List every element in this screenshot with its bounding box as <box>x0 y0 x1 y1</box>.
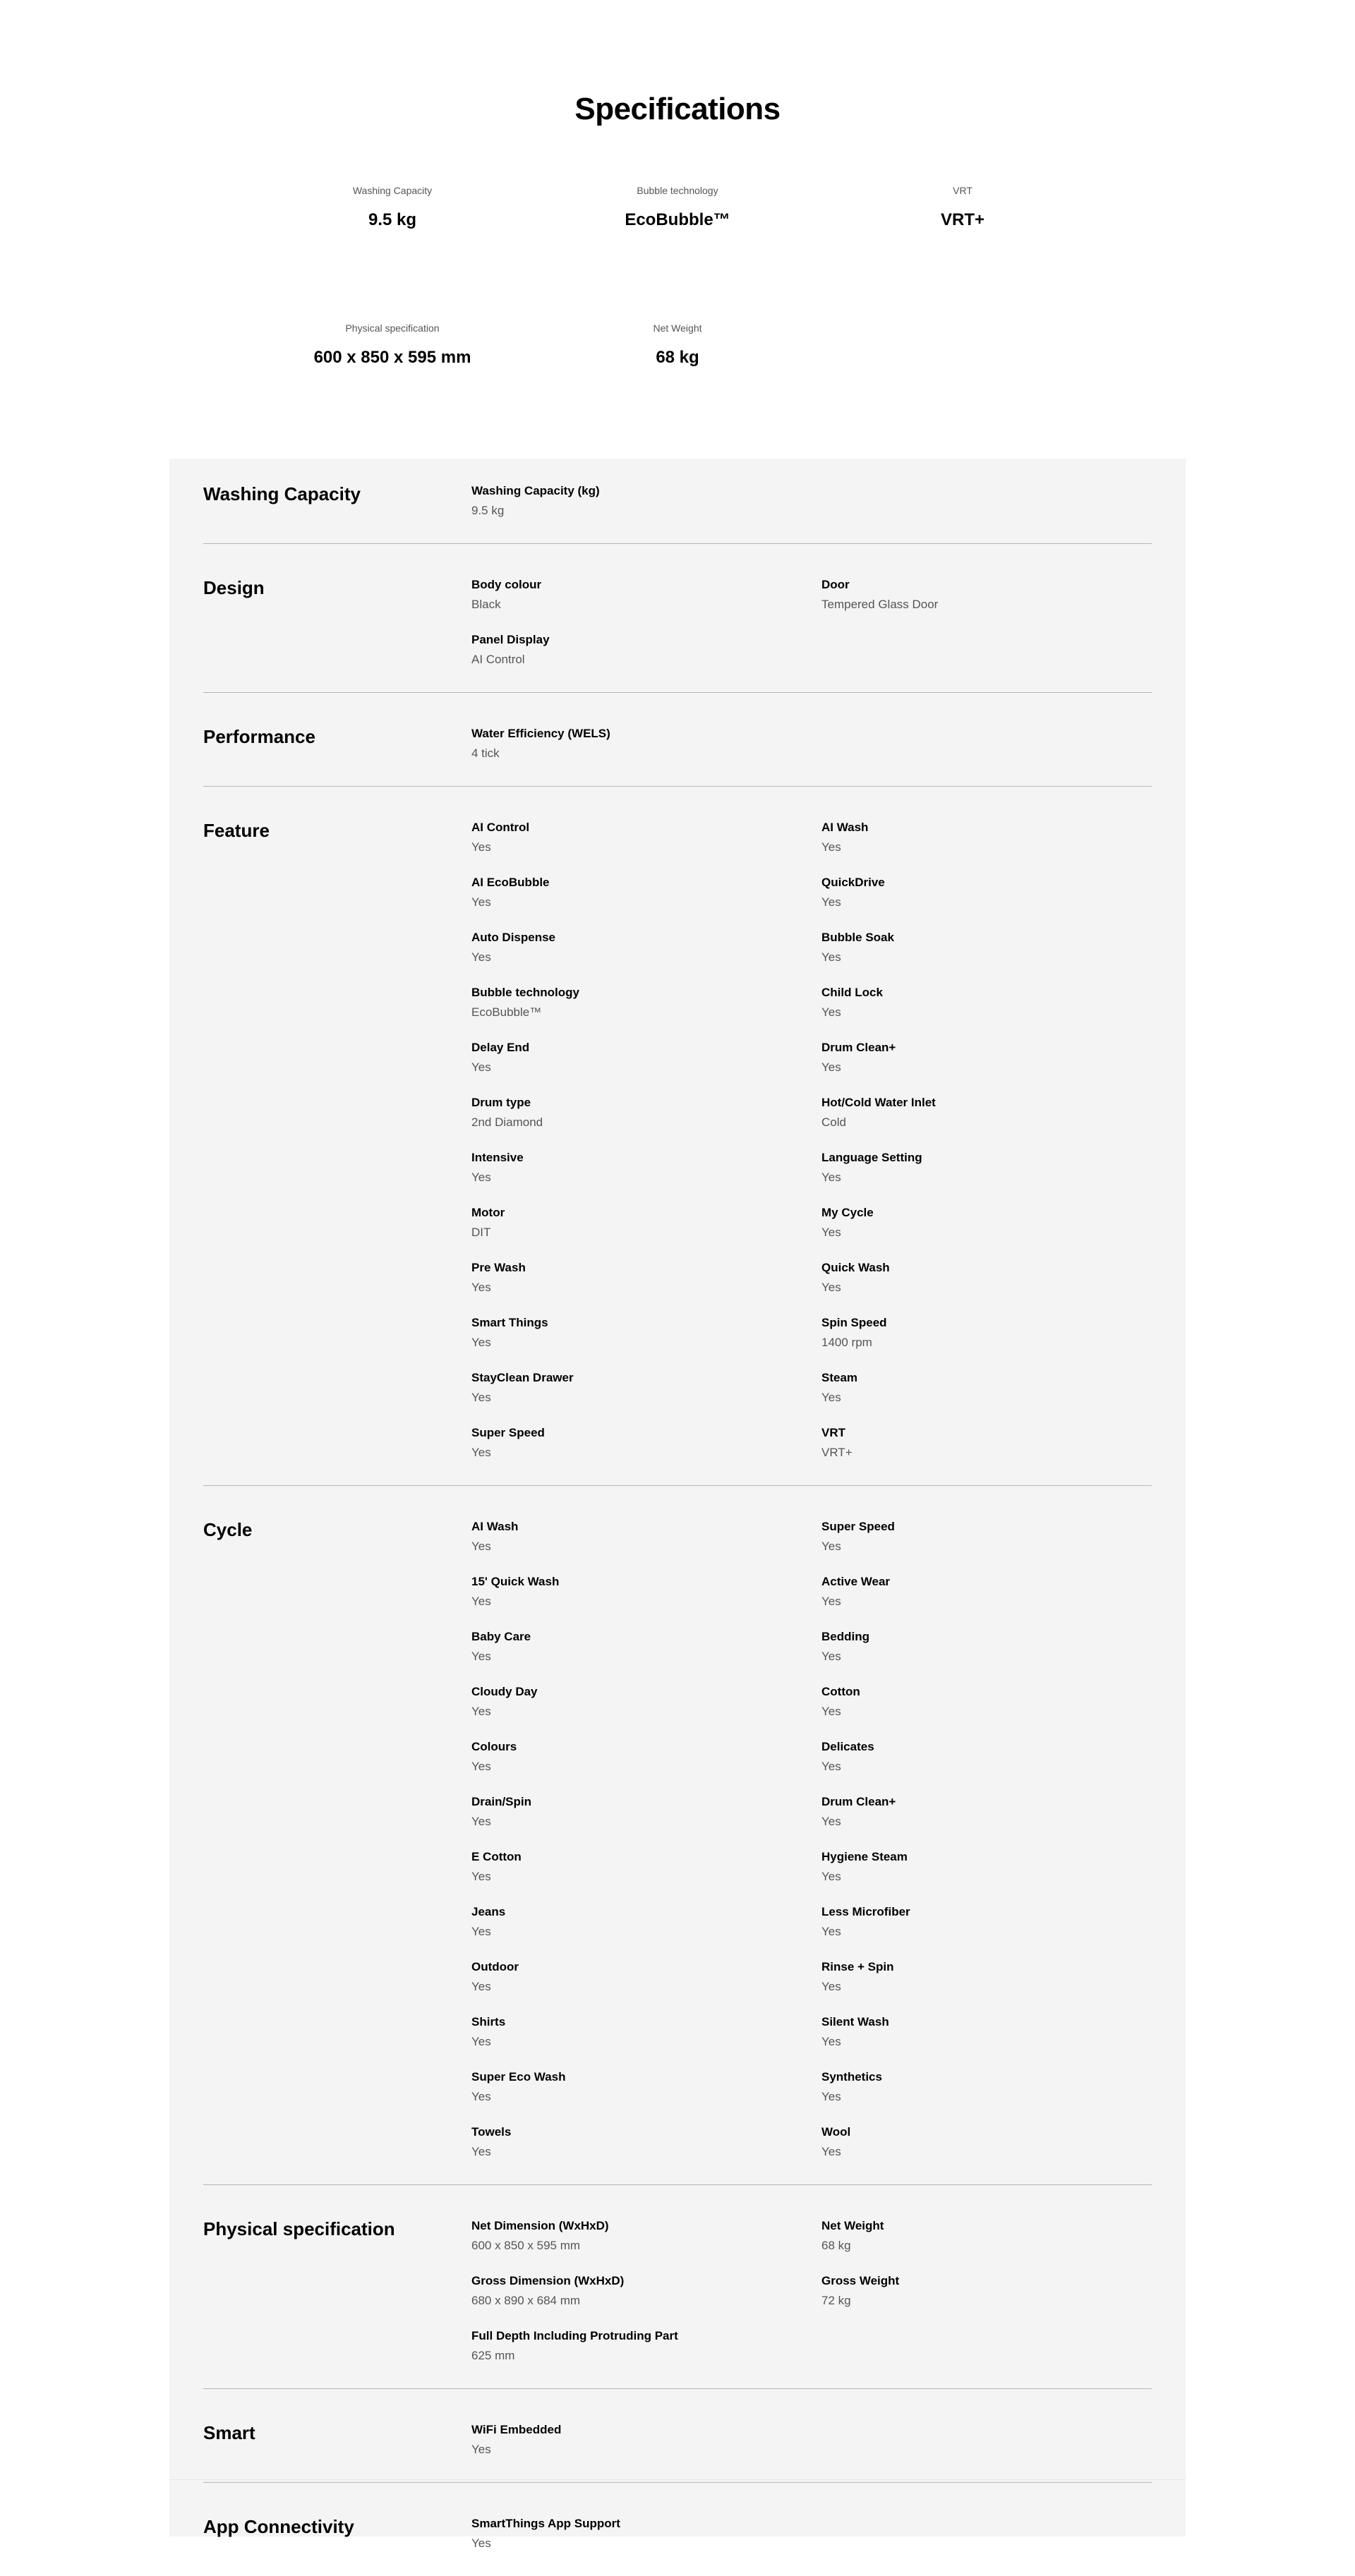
spec-item <box>821 984 1172 1021</box>
spec-group-title: Feature <box>203 820 270 841</box>
spec-item-label: StayClean Drawer <box>471 1371 574 1384</box>
spec-item-label: Bedding <box>821 1630 869 1643</box>
spec-item <box>471 576 821 613</box>
spec-item <box>471 1794 821 1830</box>
spec-item-label: Spin Speed <box>821 1316 887 1329</box>
spec-item <box>471 1739 821 1775</box>
spec-group-washing-capacity <box>203 483 1152 544</box>
spec-item-label: Pre Wash <box>471 1261 526 1274</box>
spec-item <box>821 874 1172 911</box>
highlight-bubble-technology <box>536 185 819 230</box>
spec-item-label: Silent Wash <box>821 2015 889 2028</box>
spec-item-label: Panel Display <box>471 633 550 646</box>
spec-item-label: Less Microfiber <box>821 1905 910 1918</box>
spec-item-value: Yes <box>821 1226 841 1239</box>
spec-item-value: Yes <box>471 1171 491 1184</box>
spec-item-label: Body colour <box>471 578 542 591</box>
spec-item-label: Gross Weight <box>821 2274 900 2287</box>
spec-item-value: Yes <box>471 2536 491 2550</box>
spec-item-label: Child Lock <box>821 986 883 999</box>
spec-item-value: Yes <box>471 2035 491 2048</box>
highlight-vrt <box>821 185 1104 230</box>
spec-item <box>471 2515 821 2552</box>
highlight-net-weight <box>536 322 819 368</box>
spec-item-value: Black <box>471 598 501 611</box>
spec-item <box>821 1259 1172 1296</box>
spec-item-label: Full Depth Including Protruding Part <box>471 2329 678 2342</box>
spec-item-label: QuickDrive <box>821 876 885 889</box>
spec-item <box>471 483 821 519</box>
spec-item-label: Auto Dispense <box>471 931 556 944</box>
highlight-value: EcoBubble™ <box>625 210 730 229</box>
spec-item <box>821 1094 1172 1131</box>
spec-item-value: Yes <box>471 1870 491 1883</box>
spec-item-value: Yes <box>821 1760 841 1773</box>
spec-item-value: 72 kg <box>821 2294 851 2307</box>
highlight-value: 68 kg <box>656 348 699 367</box>
spec-item-label: Drum Clean+ <box>821 1795 896 1808</box>
highlight-value: VRT+ <box>940 210 984 229</box>
spec-item-value: Yes <box>821 950 841 964</box>
spec-item-label: Hot/Cold Water Inlet <box>821 1096 936 1109</box>
spec-item-value: Yes <box>821 1925 841 1938</box>
spec-item <box>821 819 1172 856</box>
spec-item-value: AI Control <box>471 653 525 666</box>
highlight-label: Washing Capacity <box>352 185 433 196</box>
spec-item <box>471 874 821 911</box>
spec-item-label: VRT <box>821 1426 845 1439</box>
spec-group-title: Performance <box>203 726 315 747</box>
spec-item-value: 9.5 kg <box>471 504 505 517</box>
spec-item <box>471 1573 821 1610</box>
spec-item-value: Yes <box>471 2145 491 2158</box>
highlight-label: VRT <box>953 185 972 196</box>
spec-group-title: Physical specification <box>203 2218 395 2239</box>
spec-item-value: Yes <box>821 1705 841 1718</box>
spec-item <box>821 1039 1172 1076</box>
spec-item-label: AI Control <box>471 821 530 834</box>
spec-items <box>471 1518 1172 2160</box>
spec-item-value: 600 x 850 x 595 mm <box>471 2239 581 2252</box>
spec-group-title: Cycle <box>203 1519 253 1540</box>
spec-item <box>471 1039 821 1076</box>
spec-item-label: WiFi Embedded <box>471 2423 562 2436</box>
spec-item-value: Yes <box>821 1650 841 1663</box>
spec-item <box>471 1094 821 1131</box>
spec-item <box>471 2124 821 2160</box>
spec-item-value: EcoBubble™ <box>471 1005 542 1019</box>
spec-item <box>821 1849 1172 1885</box>
spec-item-value: 1400 rpm <box>821 1336 872 1349</box>
spec-item <box>471 1369 821 1406</box>
spec-item <box>821 1149 1172 1186</box>
spec-item <box>821 929 1172 966</box>
spec-item-label: Steam <box>821 1371 858 1384</box>
spec-item-value: Yes <box>471 1980 491 1993</box>
spec-item-value: Yes <box>471 2443 491 2456</box>
spec-item-label: Baby Care <box>471 1630 531 1643</box>
spec-item-value: Yes <box>471 1060 491 1074</box>
spec-item <box>821 2014 1172 2050</box>
spec-item-label: Intensive <box>471 1151 524 1164</box>
spec-items <box>471 2218 1172 2364</box>
spec-item-label: Drain/Spin <box>471 1795 532 1808</box>
spec-item-value: Yes <box>821 1391 841 1404</box>
spec-item-value: 2nd Diamond <box>471 1115 543 1129</box>
spec-item-value: Yes <box>821 1281 841 1294</box>
spec-item-value: Yes <box>471 1281 491 1294</box>
spec-item <box>821 1314 1172 1351</box>
spec-group-physical-specification <box>203 2218 1152 2389</box>
spec-item <box>471 725 821 762</box>
spec-item-value: Yes <box>471 1446 491 1459</box>
spec-item-label: AI Wash <box>471 1520 519 1533</box>
spec-item <box>821 1204 1172 1241</box>
spec-item-label: My Cycle <box>821 1206 874 1219</box>
spec-item <box>471 1959 821 1995</box>
spec-group-title: Washing Capacity <box>203 483 361 504</box>
spec-item <box>821 1794 1172 1830</box>
spec-item-value: Yes <box>821 2145 841 2158</box>
spec-item <box>821 576 1172 613</box>
spec-item-label: Net Dimension (WxHxD) <box>471 2219 609 2232</box>
spec-item <box>471 1425 821 1461</box>
highlight-label: Bubble technology <box>637 185 718 196</box>
page-title: Specifications <box>574 92 781 126</box>
spec-item-label: Bubble Soak <box>821 931 894 944</box>
spec-item <box>471 1683 821 1720</box>
spec-item <box>471 1904 821 1940</box>
spec-item-value: Yes <box>821 1005 841 1019</box>
spec-item-label: AI Wash <box>821 821 869 834</box>
spec-group-design <box>203 576 1152 693</box>
spec-item-value: VRT+ <box>821 1446 853 1459</box>
spec-item <box>821 1959 1172 1995</box>
spec-item <box>471 1259 821 1296</box>
spec-item-label: Jeans <box>471 1905 506 1918</box>
spec-item-value: Yes <box>471 1336 491 1349</box>
spec-item-value: Yes <box>471 1925 491 1938</box>
spec-item-value: Yes <box>821 1060 841 1074</box>
spec-item-label: Outdoor <box>471 1960 519 1973</box>
spec-item-value: Yes <box>821 1171 841 1184</box>
spec-items <box>471 576 1172 668</box>
spec-item-label: Hygiene Steam <box>821 1850 908 1863</box>
spec-item-value: Yes <box>821 2035 841 2048</box>
spec-item-value: Yes <box>471 1760 491 1773</box>
spec-item-value: Yes <box>821 1870 841 1883</box>
spec-item-label: E Cotton <box>471 1850 522 1863</box>
highlight-value: 9.5 kg <box>368 210 417 229</box>
spec-items <box>471 819 1172 1461</box>
spec-item-value: 4 tick <box>471 746 500 760</box>
spec-item-label: Quick Wash <box>821 1261 890 1274</box>
spec-items <box>471 725 1172 762</box>
spec-item-label: Washing Capacity (kg) <box>471 484 600 497</box>
spec-item-label: Water Efficiency (WELS) <box>471 727 610 740</box>
spec-item-label: Super Speed <box>821 1520 895 1533</box>
spec-item-value: Yes <box>471 1391 491 1404</box>
spec-group-cycle <box>203 1518 1152 2185</box>
spec-item-value: Yes <box>471 840 491 854</box>
spec-item <box>821 1518 1172 1555</box>
spec-item <box>471 2421 821 2458</box>
spec-item-value: 68 kg <box>821 2239 851 2252</box>
spec-item-value: Cold <box>821 1115 846 1129</box>
spec-item-value: Yes <box>821 1540 841 1553</box>
spec-item-value: Yes <box>471 895 491 909</box>
panel-divider <box>169 2479 1186 2480</box>
highlight-value: 600 x 850 x 595 mm <box>313 348 471 367</box>
spec-group-title: Design <box>203 577 265 598</box>
spec-item <box>471 1628 821 1665</box>
spec-item-label: Cloudy Day <box>471 1685 538 1698</box>
spec-item-value: DIT <box>471 1226 491 1239</box>
spec-group-smart <box>203 2421 1152 2483</box>
spec-item <box>471 1204 821 1241</box>
spec-item <box>821 2218 1172 2254</box>
spec-item-label: Drum Clean+ <box>821 1041 896 1054</box>
spec-item <box>471 2328 821 2364</box>
spec-item <box>471 1314 821 1351</box>
spec-item-label: AI EcoBubble <box>471 876 550 889</box>
spec-item <box>471 1518 821 1555</box>
spec-group-performance <box>203 725 1152 787</box>
highlight-label: Net Weight <box>653 322 702 334</box>
spec-item-value: Yes <box>471 1595 491 1608</box>
spec-item-label: Shirts <box>471 2015 506 2028</box>
spec-item <box>821 1369 1172 1406</box>
spec-item-label: Active Wear <box>821 1575 891 1588</box>
spec-item-value: Yes <box>471 2090 491 2103</box>
spec-item-label: Net Weight <box>821 2219 884 2232</box>
highlight-physical-specification <box>251 322 534 368</box>
spec-item <box>821 2273 1172 2309</box>
spec-item <box>471 929 821 966</box>
spec-item <box>821 1683 1172 1720</box>
spec-item <box>821 1904 1172 1940</box>
spec-item-label: Delicates <box>821 1740 874 1753</box>
spec-item <box>471 819 821 856</box>
spec-group-title: App Connectivity <box>203 2516 354 2537</box>
spec-item-label: Gross Dimension (WxHxD) <box>471 2274 625 2287</box>
spec-item-label: Motor <box>471 1206 505 1219</box>
spec-item-value: Yes <box>821 895 841 909</box>
spec-item-value: Tempered Glass Door <box>821 598 939 611</box>
spec-item-value: Yes <box>471 1540 491 1553</box>
spec-item <box>471 1149 821 1186</box>
spec-item-value: Yes <box>821 1980 841 1993</box>
spec-item-label: Synthetics <box>821 2070 882 2084</box>
spec-item-value: 680 x 890 x 684 mm <box>471 2294 581 2307</box>
spec-item-label: Super Eco Wash <box>471 2070 566 2084</box>
spec-item-label: Language Setting <box>821 1151 922 1164</box>
spec-item <box>821 1573 1172 1610</box>
spec-item <box>821 1628 1172 1665</box>
specs-list <box>169 459 1186 2576</box>
specs-panel <box>169 459 1186 2550</box>
spec-item <box>471 2218 821 2254</box>
spec-item-label: Bubble technology <box>471 986 579 999</box>
spec-item <box>821 2124 1172 2160</box>
spec-item-label: Wool <box>821 2125 851 2139</box>
spec-group-title: Smart <box>203 2422 255 2443</box>
spec-group-feature <box>203 819 1152 1486</box>
spec-item <box>471 1849 821 1885</box>
spec-item-value: 625 mm <box>471 2349 515 2362</box>
spec-items <box>471 2515 1172 2552</box>
highlight-washing-capacity <box>251 185 534 230</box>
spec-item-label: Rinse + Spin <box>821 1960 894 1973</box>
spec-item-label: Smart Things <box>471 1316 548 1329</box>
spec-item-value: Yes <box>471 1650 491 1663</box>
spec-item-value: Yes <box>821 1595 841 1608</box>
spec-item <box>821 1739 1172 1775</box>
spec-group-app-connectivity <box>203 2515 1152 2576</box>
spec-items <box>471 483 1172 519</box>
spec-item-label: 15' Quick Wash <box>471 1575 560 1588</box>
spec-item-label: SmartThings App Support <box>471 2517 620 2530</box>
spec-item <box>471 2273 821 2309</box>
spec-item <box>821 1425 1172 1461</box>
spec-items <box>471 2421 1172 2458</box>
spec-item <box>471 984 821 1021</box>
highlight-label: Physical specification <box>345 322 440 334</box>
spec-item-value: Yes <box>821 2090 841 2103</box>
spec-item-label: Door <box>821 578 850 591</box>
spec-item <box>471 631 821 668</box>
spec-item-label: Drum type <box>471 1096 531 1109</box>
spec-item-value: Yes <box>471 1815 491 1828</box>
spec-item <box>821 2069 1172 2105</box>
spec-item-value: Yes <box>471 1705 491 1718</box>
spec-item <box>471 2069 821 2105</box>
spec-item-label: Cotton <box>821 1685 860 1698</box>
spec-item-label: Colours <box>471 1740 517 1753</box>
spec-item-value: Yes <box>471 950 491 964</box>
spec-item-label: Towels <box>471 2125 512 2139</box>
spec-item-label: Delay End <box>471 1041 530 1054</box>
spec-item-value: Yes <box>821 840 841 854</box>
spec-item-value: Yes <box>821 1815 841 1828</box>
spec-item-label: Super Speed <box>471 1426 545 1439</box>
spec-item <box>471 2014 821 2050</box>
